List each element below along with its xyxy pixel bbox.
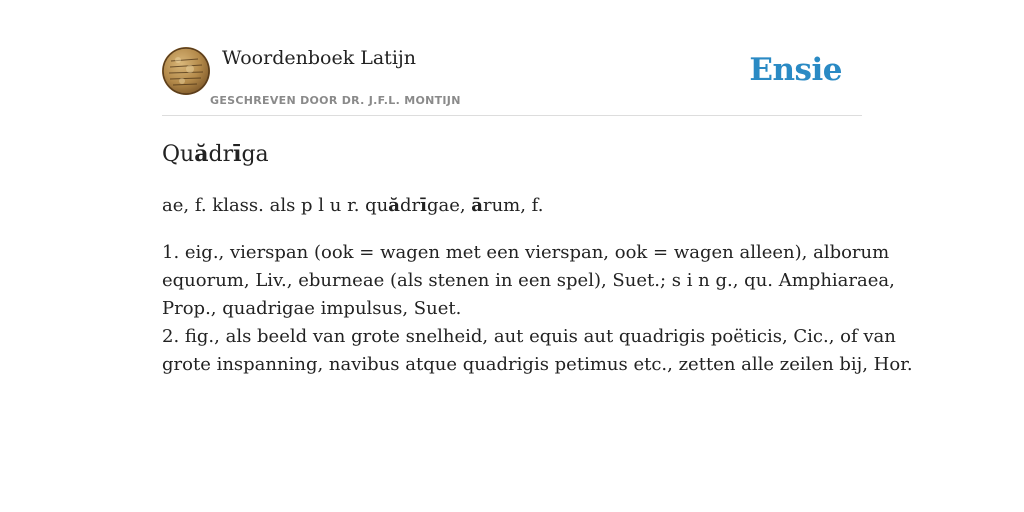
entry-definition	[162, 239, 913, 379]
dictionary-title[interactable]: Woordenboek Latijn	[222, 47, 417, 69]
definition-line: 1. eig., vierspan (ook = wagen met een vierspan, ook = wagen alleen), alborum	[162, 242, 890, 263]
grammar-part: ae, f. klass. als p l u r. qu	[162, 195, 389, 216]
headword-part: ī	[233, 141, 242, 167]
definition-line: 2. fig., als beeld van grote snelheid, aut equis aut quadrigis poëticis, Cic., of van	[162, 326, 896, 347]
entry-grammar	[162, 193, 862, 219]
headword-part: Qu	[162, 142, 195, 167]
headword-part: ga	[241, 142, 269, 167]
definition-line: equorum, Liv., eburneae (als stenen in een spel), Suet.; s i n g., qu. Amphiaraea,	[162, 270, 895, 291]
headword-part: dr	[208, 142, 234, 167]
grammar-part: rum, f.	[482, 195, 544, 216]
grammar-part: ī	[420, 195, 427, 216]
coin-avatar-icon[interactable]	[162, 47, 210, 95]
grammar-part: ā	[471, 195, 483, 216]
definition-line: grote inspanning, navibus atque quadrigis petimus etc., zetten alle zeilen bij, Hor.	[162, 354, 913, 375]
headword-part: ă	[194, 141, 209, 167]
grammar-part: dr	[399, 195, 421, 216]
entry-headword	[162, 140, 269, 169]
definition-line: Prop., quadrigae impulsus, Suet.	[162, 298, 462, 319]
grammar-part: ă	[388, 195, 400, 216]
dictionary-header	[162, 46, 862, 116]
grammar-part: gae,	[426, 195, 472, 216]
author-byline: GESCHREVEN DOOR DR. J.F.L. MONTIJN	[210, 94, 461, 107]
ensie-logo[interactable]: Ensie	[749, 52, 842, 88]
